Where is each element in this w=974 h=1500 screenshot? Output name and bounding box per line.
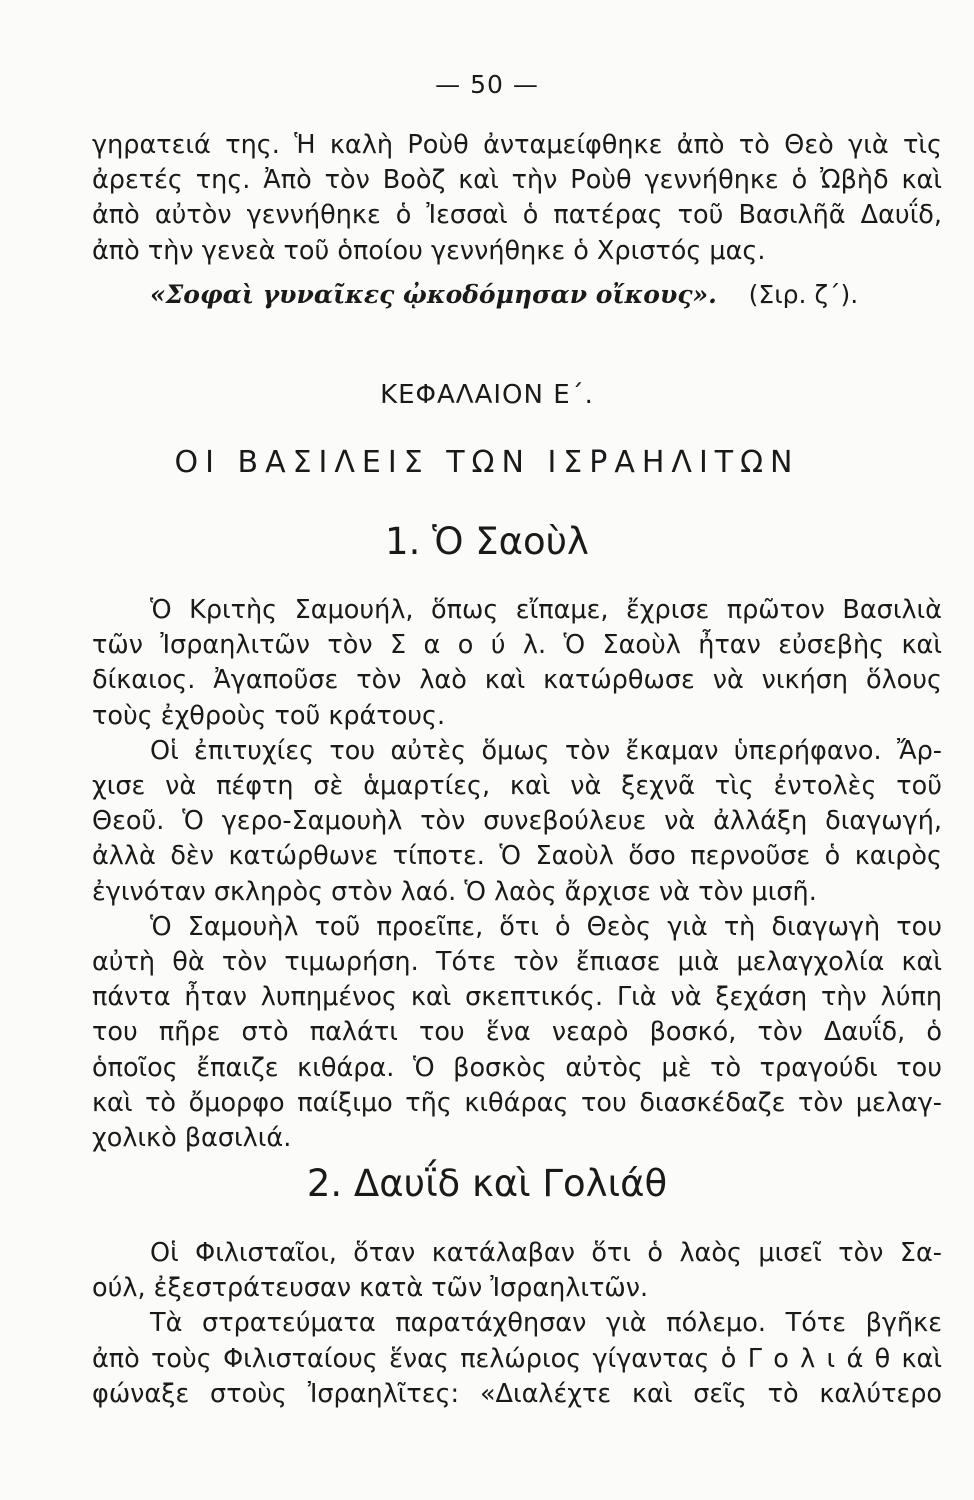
section-saul-text bbox=[92, 593, 942, 1156]
text-line: καὶ τὸ ὄμορφο παίξιμο τῆς κιθάρας του διασκέδαζε τὸν μελαγ- bbox=[92, 1087, 942, 1118]
text-line: του πῆρε στὸ παλάτι του ἕνα νεαρὸ βοσκό, τὸν Δαυΐδ, ὁ bbox=[92, 1017, 942, 1048]
text-line: ούλ, ἐξεστράτευσαν κατὰ τῶν Ἰσραηλιτῶν. bbox=[92, 1273, 649, 1304]
chapter-label: ΚΕΦΑΛΑΙΟΝ Ε΄. bbox=[380, 380, 594, 410]
text-line: Τὰ στρατεύματα παρατάχθησαν γιὰ πόλεμο. Τότε βγῆκε bbox=[150, 1308, 942, 1339]
text-line: τοὺς ἐχθροὺς τοῦ κράτους. bbox=[92, 700, 446, 731]
text-line: αὐτὴ θὰ τὸν τιμωρήση. Τότε τὸν ἔπιασε μιὰ μελαγχολία καὶ bbox=[92, 947, 942, 978]
text-line: φώναξε στοὺς Ἰσραηλῖτες: «Διαλέχτε καὶ σεῖς τὸ καλύτερο bbox=[92, 1378, 942, 1409]
text-line: χολικὸ βασιλιά. bbox=[92, 1123, 292, 1154]
section-title-david-goliath: 2. Δαυΐδ καὶ Γολιάθ bbox=[306, 1162, 668, 1205]
text-line: Ὁ Σαμουὴλ τοῦ προεῖπε, ὅτι ὁ Θεὸς γιὰ τὴ διαγωγὴ του bbox=[150, 911, 942, 942]
text-line: ἀπὸ αὐτὸν γεννήθηκε ὁ Ἰεσσαὶ ὁ πατέρας τοῦ Βασιλῆᾶ Δαυΐδ, bbox=[92, 200, 942, 231]
text-line: ἀπὸ τὴν γενεὰ τοῦ ὁποίου γεννήθηκε ὁ Χριστός μας. bbox=[92, 235, 766, 266]
text-line: δίκαιος. Ἀγαποῦσε τὸν λαὸ καὶ κατώρθωσε νὰ νικήση ὅλους bbox=[92, 665, 942, 696]
text-line: πάντα ἦταν λυπημένος καὶ σκεπτικός. Γιὰ νὰ ξεχάση τὴν λύπη bbox=[92, 982, 942, 1013]
section-title-saul: 1. Ὁ Σαοὺλ bbox=[385, 520, 589, 563]
text-line: Ὁ Κριτὴς Σαμουήλ, ὅπως εἴπαμε, ἔχρισε πρῶτον Βασιλιὰ bbox=[150, 595, 942, 625]
text-line: Οἱ ἐπιτυχίες του αὐτὲς ὅμως τὸν ἔκαμαν ὑπερήφανο. Ἄρ- bbox=[150, 735, 942, 766]
section-david-text bbox=[92, 1236, 942, 1412]
chapter-title: ΟΙ ΒΑΣΙΛΕΙΣ ΤΩΝ ΙΣΡΑΗΛΙΤΩΝ bbox=[174, 445, 800, 480]
text-line: ἀλλὰ δὲν κατώρθωνε τίποτε. Ὁ Σαοὺλ ὅσο περνοῦσε ὁ καιρὸς bbox=[92, 841, 942, 872]
text-line: Θεοῦ. Ὁ γερο-Σαμουὴλ τὸν συνεβούλευε νὰ ἀλλάξη διαγωγή, bbox=[92, 806, 942, 837]
text-line: χισε νὰ πέφτη σὲ ἁμαρτίες, καὶ νὰ ξεχνᾶ τὶς ἐντολὲς τοῦ bbox=[92, 771, 942, 802]
intro-paragraph bbox=[92, 128, 942, 269]
page-number: — 50 — bbox=[435, 70, 539, 99]
text-line: γηρατειά της. Ἡ καλὴ Ρoὺθ ἀνταμείφθηκε ἀπὸ τὸ Θεὸ γιὰ τὶς bbox=[92, 130, 942, 160]
quotation-text: «Σοφαὶ γυναῖκες ᾠκοδόμησαν οἴκους». bbox=[150, 280, 717, 309]
quotation-reference: (Σιρ. ζ΄). bbox=[748, 280, 859, 309]
text-line: Οἱ Φιλισταῖοι, ὅταν κατάλαβαν ὅτι ὁ λαὸς μισεῖ τὸν Σα- bbox=[150, 1238, 942, 1268]
text-line: τῶν Ἰσραηλιτῶν τὸν Σ α ο ύ λ. Ὁ Σαοὺλ ἦταν εὐσεβὴς καὶ bbox=[92, 630, 942, 661]
text-line: ἀπὸ τοὺς Φιλισταίους ἕνας πελώριος γίγαντας ὁ Γ ο λ ι ά θ καὶ bbox=[92, 1343, 942, 1374]
text-line: ἐγινόταν σκληρὸς στὸν λαό. Ὁ λαὸς ἄρχισε νὰ τὸν μισῆ. bbox=[92, 876, 817, 907]
quotation bbox=[150, 280, 858, 309]
text-line: ὁποῖος ἔπαιζε κιθάρα. Ὁ βοσκὸς αὐτὸς μὲ τὸ τραγούδι του bbox=[92, 1052, 942, 1083]
text-line: ἀρετές της. Ἀπὸ τὸν Βοὸζ καὶ τὴν Ροὺθ γεννήθηκε ὁ Ὠβὴδ καὶ bbox=[92, 165, 942, 196]
